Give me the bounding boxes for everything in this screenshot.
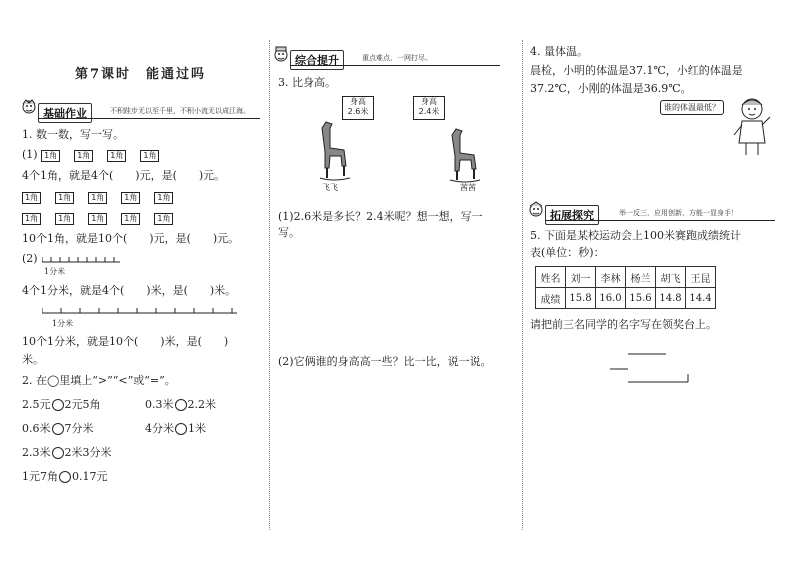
column-divider-1	[269, 40, 270, 530]
table-cell: 14.4	[686, 288, 716, 309]
table-cell: 姓名	[536, 267, 566, 288]
coin-box: 1角	[121, 192, 140, 204]
coin-box: 1角	[55, 192, 74, 204]
q2-item-3: 0.6米 7分米	[22, 422, 94, 435]
coin-box: 1角	[22, 192, 41, 204]
compare-circle[interactable]	[175, 399, 187, 411]
q4-text2: 37.2℃，小刚的体温是36.9℃。	[530, 82, 692, 95]
section-comprehensive-note: 重点难点，一网打尽。	[362, 54, 432, 62]
sign-right: 身高 2.4米	[413, 96, 445, 120]
coin-box: 1角	[22, 213, 41, 225]
child-icon	[732, 95, 772, 160]
speech-bubble: 谁的体温最低？	[660, 100, 724, 115]
table-cell: 15.8	[566, 288, 596, 309]
compare-circle[interactable]	[59, 471, 71, 483]
mascot-icon	[527, 201, 545, 224]
sign-left: 身高 2.6米	[342, 96, 374, 120]
table-cell: 李林	[596, 267, 626, 288]
coin-box: 1角	[121, 213, 140, 225]
compare-circle[interactable]	[52, 423, 64, 435]
coin-box: 1角	[55, 213, 74, 225]
coin-box: 1角	[88, 192, 107, 204]
q2-item-6: 1元7角 0.17元	[22, 470, 108, 483]
coin-box: 1角	[140, 150, 159, 162]
coin-box: 1角	[154, 213, 173, 225]
column-divider-2	[522, 40, 523, 530]
compare-circle[interactable]	[52, 399, 64, 411]
mascot-icon	[272, 46, 290, 69]
table-cell: 胡飞	[656, 267, 686, 288]
q4-prompt: 4. 量体温。	[530, 45, 588, 58]
q5-prompt2: 表(单位：秒)：	[530, 246, 605, 259]
section-extend-header	[527, 205, 777, 221]
q3-part2: (2)它俩谁的身高高一些？比一比，说一说。	[278, 355, 492, 368]
section-basic-label: 基础作业	[38, 103, 92, 123]
q3-prompt: 3. 比身高。	[278, 76, 336, 89]
table-row	[536, 288, 716, 309]
q1-line-c: 4个1分米，就是4个( )米，是( )米。	[22, 284, 237, 297]
giraffe-left-icon	[308, 118, 358, 183]
giraffe-right-icon	[440, 125, 490, 185]
q1-line-a: 4个1角，就是4个( )元，是( )元。	[22, 169, 226, 182]
page-title: 第7课时 能通过吗	[75, 67, 207, 82]
table-cell: 王昆	[686, 267, 716, 288]
mascot-icon	[20, 99, 38, 122]
section-comprehensive-label: 综合提升	[290, 50, 344, 70]
q3-part1b: 写。	[278, 226, 300, 239]
section-basic-header	[20, 103, 260, 119]
q1-line-b: 10个1角，就是10个( )元，是( )元。	[22, 232, 240, 245]
table-cell: 成绩	[536, 288, 566, 309]
section-comprehensive-rule	[290, 65, 500, 66]
table-row	[536, 267, 716, 288]
score-table	[535, 266, 716, 309]
section-basic-note: 不积跬步无以至千里，不积小流无以成江海。	[110, 107, 250, 115]
table-cell: 杨兰	[626, 267, 656, 288]
ruler-label: 1分米	[52, 319, 74, 328]
compare-circle[interactable]	[52, 447, 64, 459]
compare-circle[interactable]	[175, 423, 187, 435]
section-basic-rule	[38, 118, 260, 119]
q2-item-4: 4分米 1米	[145, 422, 206, 435]
q3-part1: (1)2.6米是多长？2.4米呢？想一想，写一	[278, 210, 483, 223]
coin-box: 1角	[88, 213, 107, 225]
q5-prompt1: 5. 下面是某校运动会上100米赛跑成绩统计	[530, 229, 741, 242]
q4-text1: 晨检，小明的体温是37.1℃，小红的体温是	[530, 64, 743, 77]
q2-item-2: 0.3米 2.2米	[145, 398, 216, 411]
section-extend-note: 举一反三，应用创新，方能一显身手！	[619, 209, 738, 217]
table-cell: 16.0	[596, 288, 626, 309]
giraffe-left-name: 飞飞	[322, 183, 338, 192]
table-cell: 15.6	[626, 288, 656, 309]
section-extend-label: 拓展探究	[545, 205, 599, 225]
giraffe-right-name: 茜茜	[460, 183, 476, 192]
coin-box: 1角	[107, 150, 126, 162]
coin-box: 1角	[41, 150, 60, 162]
coin-box: 1角	[74, 150, 93, 162]
q1-line-d: 10个1分米，就是10个( )米，是( )	[22, 335, 229, 348]
table-cell: 刘一	[566, 267, 596, 288]
q1-line-d2: 米。	[22, 353, 44, 366]
q1-prompt: 1. 数一数，写一写。	[22, 128, 124, 141]
q1-coins-row2	[22, 190, 173, 204]
ruler-label: 1分米	[44, 267, 66, 276]
coin-box: 1角	[154, 192, 173, 204]
section-extend-rule	[545, 220, 775, 221]
q1-coins-row3	[22, 211, 173, 225]
q1-part2-prefix: (2)	[22, 252, 38, 265]
q2-prompt: 2. 在◯里填上“>”“<”或“=”。	[22, 374, 176, 387]
q2-item-1: 2.5元 2元5角	[22, 398, 101, 411]
q2-item-5: 2.3米 2米3分米	[22, 446, 112, 459]
q5-instruction: 请把前三名同学的名字写在领奖台上。	[530, 318, 717, 331]
podium	[608, 352, 698, 386]
table-cell: 14.8	[656, 288, 686, 309]
section-comprehensive-header	[272, 50, 502, 66]
q1-coins-row1	[22, 148, 159, 162]
q1-part1-prefix: (1)	[22, 148, 38, 161]
